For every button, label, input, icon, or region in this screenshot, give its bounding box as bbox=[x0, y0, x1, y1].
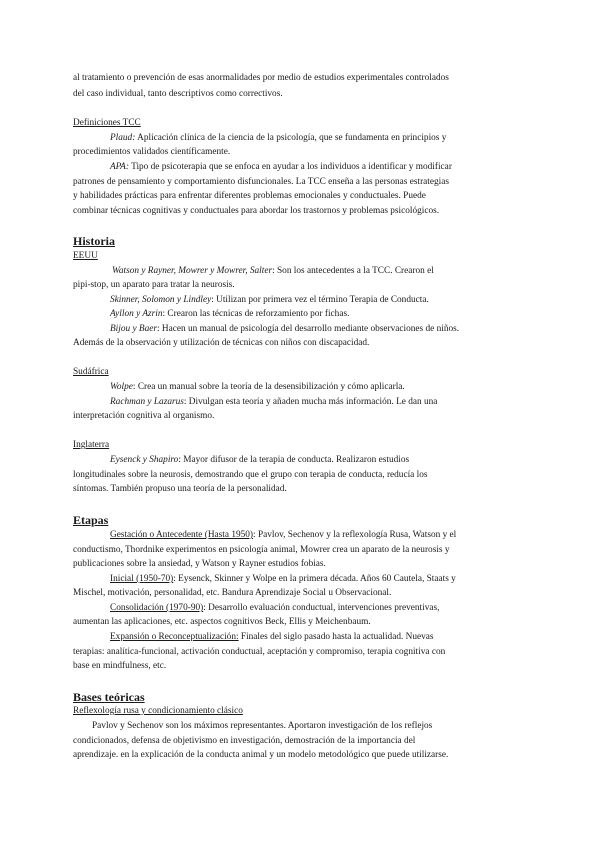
entry-text: : Crearon las técnicas de reforzamiento por fichas. bbox=[162, 309, 350, 319]
paragraph-line: procedimientos validados científicamente. bbox=[73, 147, 231, 157]
author: Bijou y Baer bbox=[110, 324, 157, 334]
etapa-gestacion bbox=[110, 530, 456, 541]
author: APA: bbox=[110, 162, 129, 172]
paragraph-line: combinar técnicas cognitivas y conductuales para abordar los trastornos y problemas psicológicos. bbox=[73, 206, 440, 216]
etapa-consolidacion bbox=[110, 603, 439, 614]
entry-text: : Son los antecedentes a la TCC. Crearon el bbox=[272, 266, 434, 276]
author: Eysenck y Shapiro bbox=[110, 455, 179, 465]
entry-text: : Mayor difusor de la terapia de conducta. Realizaron estudios bbox=[178, 455, 410, 465]
paragraph-line: Pavlov y Sechenov son los máximos representantes. Aportaron investigación de los reflejos bbox=[92, 721, 433, 731]
eeuu-entry bbox=[110, 324, 459, 335]
paragraph-line: patrones de pensamiento y comportamiento disfuncionales. La TCC enseña a las personas estrategias bbox=[73, 177, 449, 187]
author: Plaud: bbox=[110, 133, 136, 143]
paragraph-line: Mischel, motivación, personalidad, etc. Bandura Aprendizaje Social u Observacional. bbox=[73, 588, 392, 598]
etapa-label: Inicial (1950-70) bbox=[110, 574, 174, 584]
definition-text: Aplicación clínica de la ciencia de la psicología, que se fundamenta en principios y bbox=[135, 133, 447, 143]
definiciones-title: Definiciones TCC bbox=[73, 118, 141, 128]
historia-heading: Historia bbox=[73, 234, 115, 248]
author: Rachman y Lazarus bbox=[110, 397, 184, 407]
definicion-plaud bbox=[110, 133, 446, 144]
paragraph-line: conductismo, Thordnike experimentos en psicología animal, Mowrer crea un aparato de la neurosis y bbox=[73, 545, 450, 555]
paragraph-line: condicionados, defensa de objetivismo en investigación, demostración de la importancia del bbox=[73, 736, 416, 746]
paragraph-line: y habilidades prácticas para enfrentar diferentes problemas emocionales y conductuales. Puede bbox=[73, 191, 426, 201]
paragraph-line: síntomas. También propuso una teoría de la personalidad. bbox=[73, 484, 287, 494]
paragraph-line: longitudinales sobre la neurosis, demostrando que el grupo con terapia de conducta, reducía los bbox=[73, 470, 428, 480]
definition-text: Tipo de psicoterapia que se enfoca en ayudar a los individuos a identificar y modificar bbox=[128, 162, 452, 172]
paragraph-line: aumentan las aplicaciones, etc. aspectos cognitivos Beck, Ellis y Meichenbaum. bbox=[73, 617, 371, 627]
etapas-heading: Etapas bbox=[73, 513, 109, 527]
paragraph-line: Además de la observación y utilización de técnicas con niños con discapacidad. bbox=[73, 338, 370, 348]
entry-text: : Crea un manual sobre la teoría de la desensibilización y cómo aplicarla. bbox=[132, 382, 405, 392]
paragraph-line: publicaciones sobre la ansiedad, y Watson y Rayner estudios fobias. bbox=[73, 559, 326, 569]
etapa-label: Expansión o Reconceptualización: bbox=[110, 632, 239, 642]
etapa-text: : Pavlov, Sechenov y la reflexología Rusa, Watson y el bbox=[253, 530, 457, 540]
inglaterra-title: Inglaterra bbox=[73, 440, 110, 450]
entry-text: : Hacen un manual de psicología del desarrollo mediante observaciones de niños. bbox=[157, 324, 460, 334]
author: Ayllon y Azrin bbox=[110, 309, 163, 319]
paragraph-line: aprendizaje. en la explicación de la conducta animal y un modelo metodológico que puede utilizarse. bbox=[73, 750, 449, 760]
author: Watson y Rayner, Mowrer y Mowrer, Salter bbox=[112, 266, 273, 276]
sudafrica-entry bbox=[110, 382, 405, 393]
intro-line: al tratamiento o prevención de esas anormalidades por medio de estudios experimentales controlados bbox=[73, 73, 449, 83]
etapa-label: Consolidación (1970-90) bbox=[110, 603, 204, 613]
author: Wolpe bbox=[110, 382, 133, 392]
eeuu-entry bbox=[110, 309, 349, 320]
entry-text: : Divulgan esta teoría y añaden mucha más información. Le dan una bbox=[183, 397, 438, 407]
etapa-text: : Eysenck, Skinner y Wolpe en la primera década. Años 60 Cautela, Staats y bbox=[173, 574, 456, 584]
intro-line: del caso individual, tanto descriptivos como correctivos. bbox=[73, 89, 283, 99]
paragraph-line: pipi-stop, un aparato para tratar la neurosis. bbox=[73, 280, 235, 290]
entry-text: : Utilizan por primera vez el término Terapia de Conducta. bbox=[211, 295, 429, 305]
paragraph-line: base en mindfulness, etc. bbox=[73, 661, 167, 671]
author: Skinner, Solomon y Lindley bbox=[110, 295, 212, 305]
sudafrica-title: Sudáfrica bbox=[73, 367, 109, 377]
inglaterra-entry bbox=[110, 455, 409, 466]
paragraph-line: terapias: analítica-funcional, activación conductual, aceptación y compromiso, terapia cognitiva con bbox=[73, 647, 446, 657]
sudafrica-entry bbox=[110, 397, 437, 408]
bases-heading: Bases teóricas bbox=[73, 690, 145, 704]
eeuu-title: EEUU bbox=[73, 251, 98, 261]
eeuu-entry bbox=[112, 266, 434, 277]
definicion-apa bbox=[110, 162, 452, 173]
etapa-text: Finales del siglo pasado hasta la actualidad. Nuevas bbox=[238, 632, 434, 642]
etapa-expansion bbox=[110, 632, 434, 643]
etapa-inicial bbox=[110, 574, 456, 585]
bases-subtitle: Reflexología rusa y condicionamiento clásico bbox=[73, 706, 243, 716]
eeuu-entry bbox=[110, 295, 429, 306]
etapa-text: : Desarrollo evaluación conductual, intervenciones preventivas, bbox=[203, 603, 440, 613]
paragraph-line: interpretación cognitiva al organismo. bbox=[73, 411, 215, 421]
etapa-label: Gestación o Antecedente (Hasta 1950) bbox=[110, 530, 254, 540]
